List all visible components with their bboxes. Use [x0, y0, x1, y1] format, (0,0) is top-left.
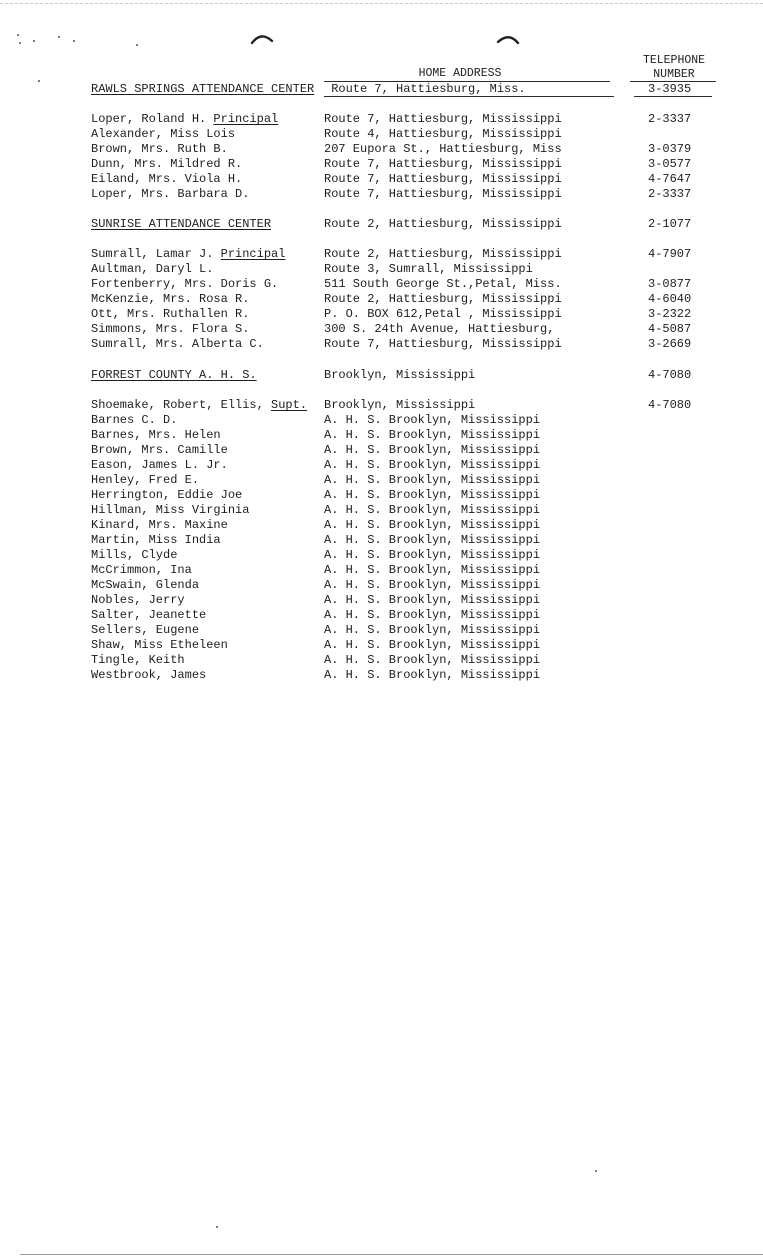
- staff-name: [91, 503, 249, 518]
- table-row: [0, 428, 763, 443]
- staff-name: [91, 668, 206, 683]
- home-address: A. H. S. Brooklyn, Mississippi: [324, 518, 541, 532]
- speck-mark: [136, 44, 138, 46]
- name-text: Mills, Clyde: [91, 548, 178, 562]
- table-row: [0, 668, 763, 683]
- staff-name: [91, 172, 242, 187]
- name-text: Brown, Mrs. Camille: [91, 443, 228, 457]
- table-row: [0, 262, 763, 277]
- home-address: Brooklyn, Mississippi: [324, 398, 476, 412]
- home-address: Route 4, Hattiesburg, Mississippi: [324, 127, 562, 141]
- home-address: Route 7, Hattiesburg, Mississippi: [324, 337, 562, 351]
- home-address: A. H. S. Brooklyn, Mississippi: [324, 593, 541, 607]
- staff-name: [91, 247, 285, 262]
- section-row: [0, 368, 763, 383]
- staff-name: [91, 142, 228, 157]
- table-row: [0, 443, 763, 458]
- table-row: [0, 398, 763, 413]
- home-address: A. H. S. Brooklyn, Mississippi: [324, 608, 541, 622]
- table-row: [0, 503, 763, 518]
- home-address: A. H. S. Brooklyn, Mississippi: [324, 473, 541, 487]
- telephone-number: 2-3337: [648, 187, 692, 201]
- speck-mark: [19, 42, 21, 44]
- name-text: McSwain, Glenda: [91, 578, 200, 592]
- name-text: Sellers, Eugene: [91, 623, 200, 637]
- home-address: A. H. S. Brooklyn, Mississippi: [324, 653, 541, 667]
- home-address: Route 7, Hattiesburg, Mississippi: [324, 112, 562, 126]
- number-header: NUMBER: [653, 68, 695, 81]
- telephone-header: TELEPHONE: [642, 54, 706, 67]
- name-text: Brown, Mrs. Ruth B.: [91, 142, 228, 156]
- table-row: [0, 638, 763, 653]
- telephone-number: 4-7647: [648, 172, 692, 186]
- telephone-number: 3-3935: [648, 82, 692, 96]
- table-row: [0, 172, 763, 187]
- staff-name: [91, 428, 221, 443]
- telephone-number: 3-0877: [648, 277, 692, 291]
- top-edge-line: [0, 3, 763, 4]
- name-text: Dunn, Mrs. Mildred R.: [91, 157, 243, 171]
- staff-title: Supt.: [271, 398, 308, 412]
- staff-name: [91, 413, 177, 428]
- name-text: Alexander, Miss Lois: [91, 127, 236, 141]
- home-address: A. H. S. Brooklyn, Mississippi: [324, 443, 541, 457]
- staff-name: [91, 307, 249, 322]
- name-text: RAWLS SPRINGS ATTENDANCE CENTER: [91, 82, 315, 96]
- home-address: A. H. S. Brooklyn, Mississippi: [324, 413, 541, 427]
- table-row: [0, 187, 763, 202]
- home-address: 207 Eupora St., Hattiesburg, Miss: [324, 142, 562, 156]
- home-address: A. H. S. Brooklyn, Mississippi: [324, 503, 541, 517]
- name-text: Kinard, Mrs. Maxine: [91, 518, 228, 532]
- home-address: A. H. S. Brooklyn, Mississippi: [324, 623, 541, 637]
- name-text: Shoemake, Robert, Ellis,: [91, 398, 272, 412]
- name-text: Hillman, Miss Virginia: [91, 503, 250, 517]
- punch-mark-icon: [250, 33, 274, 45]
- table-row: [0, 533, 763, 548]
- table-row: [0, 322, 763, 337]
- table-row: [0, 458, 763, 473]
- home-address: 511 South George St.,Petal, Miss.: [324, 277, 562, 291]
- staff-name: [91, 548, 177, 563]
- name-text: Shaw, Miss Etheleen: [91, 638, 228, 652]
- staff-name: [91, 277, 278, 292]
- name-text: SUNRISE ATTENDANCE CENTER: [91, 217, 272, 231]
- speck-mark: [216, 1226, 218, 1228]
- telephone-number: 4-6040: [648, 292, 692, 306]
- table-row: [0, 578, 763, 593]
- telephone-number: 3-2669: [648, 337, 692, 351]
- name-text: FORREST COUNTY A. H. S.: [91, 368, 257, 382]
- table-row: [0, 247, 763, 262]
- name-text: Barnes, Mrs. Helen: [91, 428, 221, 442]
- staff-name: [91, 337, 264, 352]
- staff-name: [91, 292, 249, 307]
- staff-name: [91, 593, 185, 608]
- telephone-number: 4-7080: [648, 368, 692, 382]
- section-name: [91, 368, 257, 383]
- name-text: McCrimmon, Ina: [91, 563, 192, 577]
- staff-name: [91, 473, 199, 488]
- staff-name: [91, 458, 228, 473]
- table-row: [0, 608, 763, 623]
- section-name: [91, 217, 271, 232]
- staff-name: [91, 578, 199, 593]
- home-address: Route 2, Hattiesburg, Mississippi: [324, 247, 562, 261]
- home-address: A. H. S. Brooklyn, Mississippi: [324, 578, 541, 592]
- staff-name: [91, 653, 185, 668]
- speck-mark: [58, 36, 60, 38]
- home-address: A. H. S. Brooklyn, Mississippi: [324, 668, 541, 682]
- table-row: [0, 157, 763, 172]
- home-address: A. H. S. Brooklyn, Mississippi: [324, 458, 541, 472]
- table-row: [0, 518, 763, 533]
- staff-title: Principal: [213, 112, 279, 126]
- name-text: Eason, James L. Jr.: [91, 458, 228, 472]
- home-address: A. H. S. Brooklyn, Mississippi: [324, 533, 541, 547]
- table-row: [0, 623, 763, 638]
- telephone-number: 3-2322: [648, 307, 692, 321]
- speck-mark: [17, 34, 19, 36]
- section-row: [0, 217, 763, 232]
- table-row: [0, 413, 763, 428]
- staff-name: [91, 608, 206, 623]
- name-text: Loper, Roland H.: [91, 112, 214, 126]
- name-text: Sumrall, Lamar J.: [91, 247, 221, 261]
- telephone-number: 3-0577: [648, 157, 692, 171]
- staff-name: [91, 398, 307, 413]
- staff-name: [91, 518, 228, 533]
- staff-title: Principal: [220, 247, 286, 261]
- home-address: Route 7, Hattiesburg, Mississippi: [324, 172, 562, 186]
- home-address: Brooklyn, Mississippi: [324, 368, 476, 382]
- staff-name: [91, 488, 242, 503]
- home-address: Route 7, Hattiesburg, Mississippi: [324, 187, 562, 201]
- name-text: Henley, Fred E.: [91, 473, 200, 487]
- staff-name: [91, 112, 278, 127]
- table-row: [0, 593, 763, 608]
- home-address: A. H. S. Brooklyn, Mississippi: [324, 548, 541, 562]
- name-text: Barnes C. D.: [91, 413, 178, 427]
- first-row-rule: [324, 96, 614, 97]
- table-row: [0, 142, 763, 157]
- name-text: Tingle, Keith: [91, 653, 185, 667]
- telephone-number: 3-0379: [648, 142, 692, 156]
- staff-name: [91, 187, 249, 202]
- name-text: Simmons, Mrs. Flora S.: [91, 322, 250, 336]
- staff-name: [91, 623, 199, 638]
- telephone-number: 4-5087: [648, 322, 692, 336]
- bottom-edge-line: [20, 1254, 763, 1255]
- table-row: [0, 112, 763, 127]
- name-text: Fortenberry, Mrs. Doris G.: [91, 277, 279, 291]
- name-text: Westbrook, James: [91, 668, 207, 682]
- staff-name: [91, 563, 192, 578]
- table-row: [0, 277, 763, 292]
- name-text: Salter, Jeanette: [91, 608, 207, 622]
- name-text: Nobles, Jerry: [91, 593, 185, 607]
- home-address: A. H. S. Brooklyn, Mississippi: [324, 488, 541, 502]
- staff-name: [91, 157, 242, 172]
- home-address: A. H. S. Brooklyn, Mississippi: [324, 638, 541, 652]
- speck-mark: [33, 40, 35, 42]
- home-address: Route 2, Hattiesburg, Mississippi: [324, 292, 562, 306]
- name-text: Eiland, Mrs. Viola H.: [91, 172, 243, 186]
- speck-mark: [595, 1170, 597, 1172]
- section-row: [0, 82, 763, 97]
- punch-mark-icon: [496, 33, 520, 45]
- table-row: [0, 653, 763, 668]
- table-row: [0, 473, 763, 488]
- name-text: Herrington, Eddie Joe: [91, 488, 243, 502]
- staff-name: [91, 322, 249, 337]
- staff-name: [91, 262, 213, 277]
- home-address: P. O. BOX 612,Petal , Mississippi: [324, 307, 562, 321]
- home-address: Route 2, Hattiesburg, Mississippi: [324, 217, 562, 231]
- staff-name: [91, 638, 228, 653]
- home-address: A. H. S. Brooklyn, Mississippi: [324, 428, 541, 442]
- first-phone-rule: [634, 96, 712, 97]
- section-name: [91, 82, 314, 97]
- home-address: Route 3, Sumrall, Mississippi: [324, 262, 533, 276]
- table-row: [0, 563, 763, 578]
- name-text: Aultman, Daryl L.: [91, 262, 214, 276]
- speck-mark: [73, 40, 75, 42]
- home-address-header: HOME ADDRESS: [418, 67, 502, 80]
- table-row: [0, 337, 763, 352]
- home-address: Route 7, Hattiesburg, Mississippi: [324, 157, 562, 171]
- table-row: [0, 127, 763, 142]
- name-text: McKenzie, Mrs. Rosa R.: [91, 292, 250, 306]
- staff-name: [91, 533, 221, 548]
- telephone-number: 4-7907: [648, 247, 692, 261]
- table-row: [0, 488, 763, 503]
- telephone-number: 2-1077: [648, 217, 692, 231]
- table-row: [0, 307, 763, 322]
- telephone-number: 4-7080: [648, 398, 692, 412]
- name-text: Ott, Mrs. Ruthallen R.: [91, 307, 250, 321]
- home-address: A. H. S. Brooklyn, Mississippi: [324, 563, 541, 577]
- staff-name: [91, 127, 235, 142]
- table-row: [0, 548, 763, 563]
- table-row: [0, 292, 763, 307]
- name-text: Loper, Mrs. Barbara D.: [91, 187, 250, 201]
- home-address: 300 S. 24th Avenue, Hattiesburg,: [324, 322, 555, 336]
- name-text: Sumrall, Mrs. Alberta C.: [91, 337, 264, 351]
- telephone-number: 2-3337: [648, 112, 692, 126]
- home-address: Route 7, Hattiesburg, Miss.: [324, 82, 526, 96]
- name-text: Martin, Miss India: [91, 533, 221, 547]
- staff-name: [91, 443, 228, 458]
